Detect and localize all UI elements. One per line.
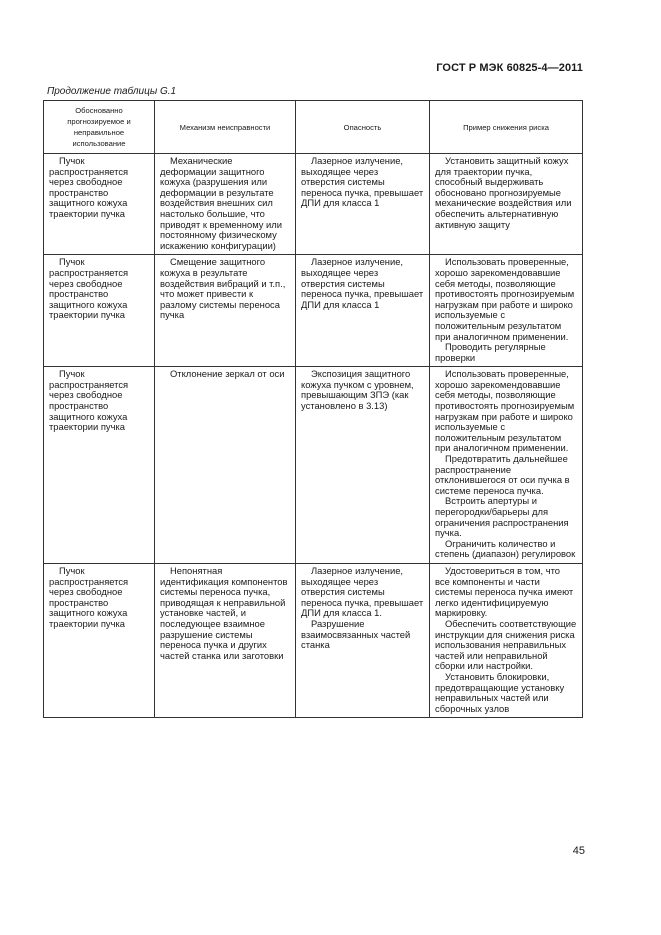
table-row — [44, 154, 583, 255]
cell-reduction — [430, 154, 583, 255]
table-row — [44, 367, 583, 564]
cell-text: Лазерное излучение, выходящее через отверстия системы переноса пучка, превышает ДПИ для класса 1 — [301, 256, 424, 310]
cell-text: Установить защитный кожух для траектории пучка, способный выдерживать обосновано прогнозируемые механические воздействия или обеспечить альтернативную активную защиту — [435, 155, 572, 230]
cell-text: Удостовериться в том, что все компоненты и части системы переноса пучка имеют легко идентифицируемую маркировку. — [435, 564, 574, 619]
cell-text: Встроить апертуры и перегородки/барьеры для ограничения распространения пучка. — [435, 495, 569, 539]
cell-text: Непонятная идентификация компонентов системы переноса пучка, приводящая к неправильной установке частей, и последующее взаимное разрушение системы переноса пучка и других частей станка или заготовки — [160, 564, 288, 661]
cell-text: Пучок распространяется через свободное пространство защитного кожуха траектории пучка — [49, 368, 129, 433]
cell-hazard — [296, 563, 430, 717]
cell-mechanism — [155, 563, 296, 717]
cell-mechanism — [155, 255, 296, 367]
header-hazard: Опасность — [296, 101, 430, 154]
document-id: ГОСТ Р МЭК 60825-4—2011 — [436, 62, 583, 74]
risk-table — [43, 100, 583, 718]
cell-use — [44, 367, 155, 564]
table-row — [44, 255, 583, 367]
cell-use — [44, 255, 155, 367]
cell-hazard — [296, 154, 430, 255]
cell-reduction — [430, 563, 583, 717]
cell-reduction — [430, 367, 583, 564]
cell-text: Проводить регулярные проверки — [435, 341, 546, 363]
cell-text: Обеспечить соответствующие инструкции для снижения риска использования неправильных частей или неправильной сборки или настройки. — [435, 617, 577, 672]
cell-text: Экспозиция защитного кожуха пучком с уровнем, превышающим ЗПЭ (как установлено в 3.13) — [301, 368, 414, 412]
cell-text: Предотвратить дальнейшее распространение отклонившегося от оси пучка в системе переноса пучка. — [435, 453, 570, 496]
cell-text: Лазерное излучение, выходящее через отверстия системы переноса пучка, превышает ДПИ для класса 1 — [301, 155, 424, 209]
cell-text: Ограничить количество и степень (диапазон) регулировок — [435, 537, 576, 560]
cell-text: Использовать проверенные, хорошо зарекомендовавшие себя методы, позволяющие противостоять прогнозируемым нагрузкам при работе и широко используемые с положительным результатом при аналогичном применении. — [435, 256, 575, 342]
header-use: Обоснованно прогнозируемое и неправильное использование — [44, 101, 155, 154]
table-row — [44, 563, 583, 717]
cell-text: Лазерное излучение, выходящее через отверстия системы переноса пучка, превышает ДПИ для класса 1. — [301, 564, 424, 619]
cell-hazard — [296, 255, 430, 367]
page-number: 45 — [572, 845, 585, 857]
table-caption: Продолжение таблицы G.1 — [47, 86, 177, 97]
cell-mechanism — [155, 367, 296, 564]
cell-text: Отклонение зеркал от оси — [170, 368, 285, 380]
cell-reduction — [430, 255, 583, 367]
cell-hazard — [296, 367, 430, 564]
cell-use — [44, 563, 155, 717]
cell-text: Смещение защитного кожуха в результате воздействия вибраций и т.п., что может привести к разлому системы переноса пучка — [160, 256, 286, 321]
cell-use — [44, 154, 155, 255]
cell-mechanism — [155, 154, 296, 255]
cell-text: Механические деформации защитного кожуха (разрушения или деформации в результате воздействия внешних сил настолько большие, что приводят к временному или постоянному физическому искажению конфигурации) — [160, 155, 282, 251]
cell-text: Пучок распространяется через свободное пространство защитного кожуха траектории пучка — [49, 564, 129, 629]
cell-text: Использовать проверенные, хорошо зарекомендовавшие себя методы, позволяющие противостоять прогнозируемым нагрузкам при работе и широко используемые с положительным результатом при аналогичном применении. — [435, 368, 575, 454]
table-header-row — [44, 101, 583, 154]
cell-text: Пучок распространяется через свободное пространство защитного кожуха траектории пучка — [49, 256, 129, 321]
cell-text: Установить блокировки, предотвращающие установку неправильных частей или сборочных узлов — [435, 670, 565, 714]
cell-text: Разрушение взаимосвязанных частей станка — [301, 617, 411, 651]
header-risk-reduction: Пример снижения риска — [430, 101, 583, 154]
header-mechanism: Механизм неисправности — [155, 101, 296, 154]
cell-text: Пучок распространяется через свободное пространство защитного кожуха траектории пучка — [49, 155, 129, 219]
